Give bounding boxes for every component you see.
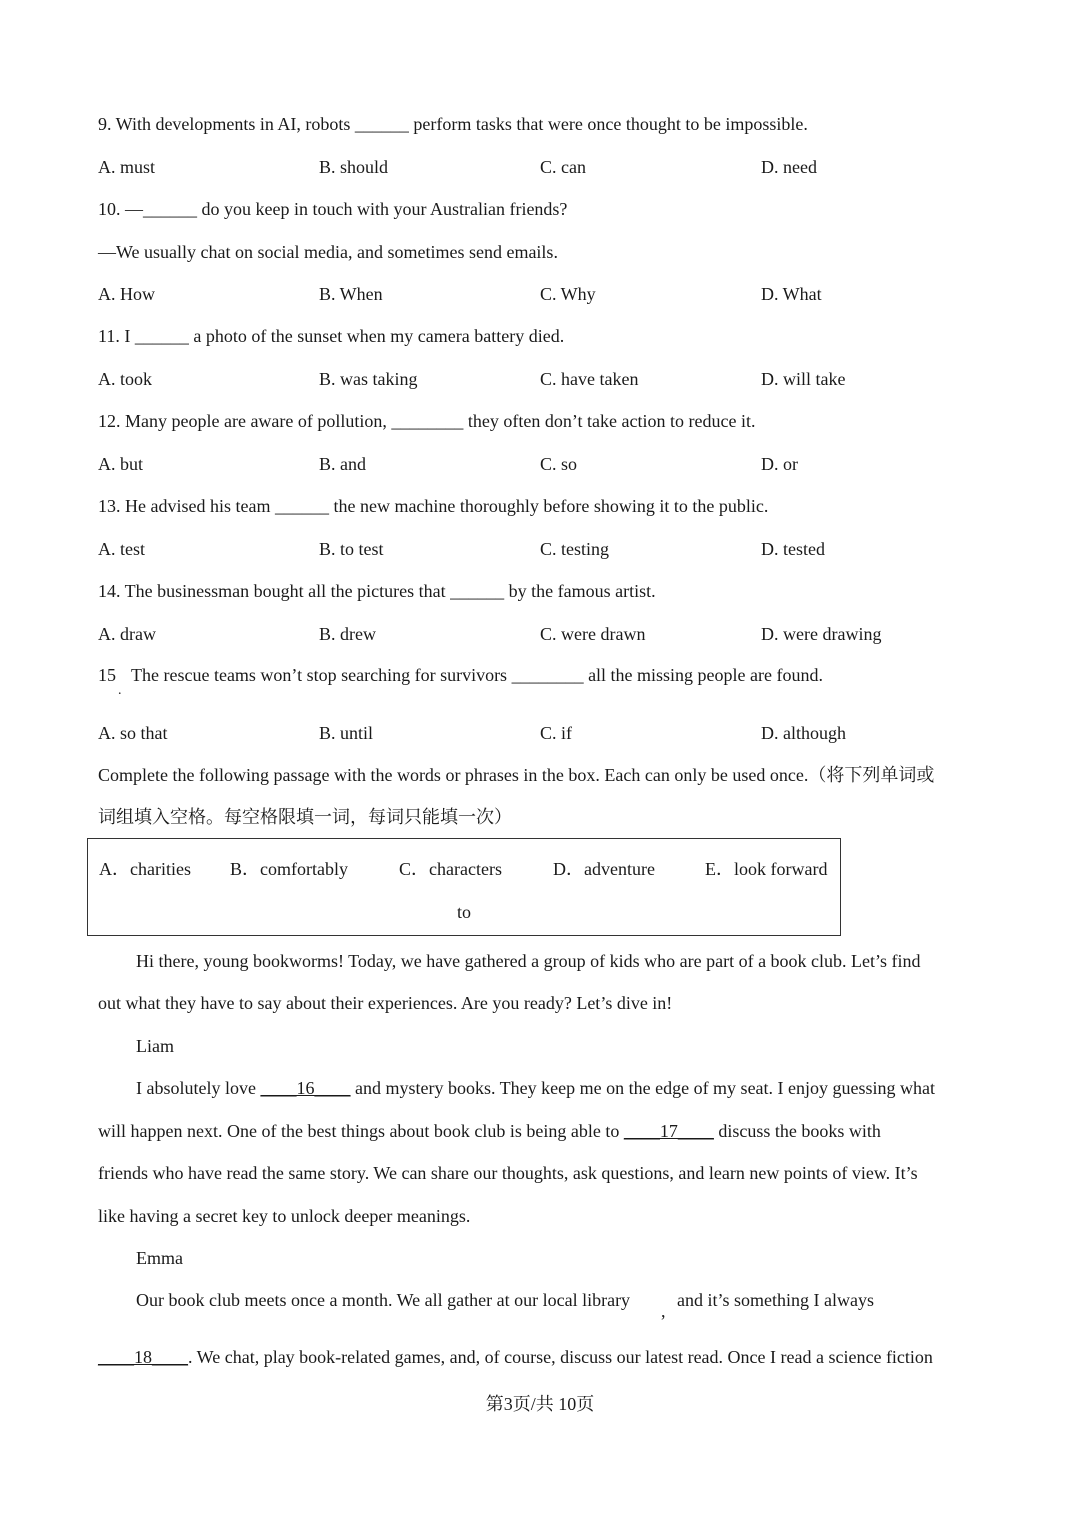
question-13-options (98, 537, 998, 561)
word-box-item-c: C．characters (399, 859, 502, 879)
liam-paragraph-line-3: friends who have read the same story. We can share our thoughts, ask questions, and learn new points of view. It’s (98, 1163, 918, 1183)
word-box-item-e-continued: to (457, 902, 472, 922)
option-b: B. should (319, 157, 389, 177)
blank-18: ____18____ (98, 1347, 188, 1367)
option-a: A. took (98, 369, 152, 389)
question-9-stem: 9. With developments in AI, robots ______ perform tasks that were once thought to be impossible. (98, 114, 808, 134)
blank-16: ____16____ (260, 1078, 351, 1098)
option-c: C. testing (540, 539, 610, 559)
question-10-response: —We usually chat on social media, and sometimes send emails. (98, 242, 558, 262)
question-14-options (98, 622, 998, 646)
option-d: D. What (761, 284, 822, 304)
page-number-footer: 第3页/共 10页 (485, 1394, 595, 1414)
option-a: A. How (98, 284, 155, 304)
option-a: A. test (98, 539, 145, 559)
question-12-stem: 12. Many people are aware of pollution, ________ they often don’t take action to reduce it. (98, 411, 756, 431)
option-c: C. Why (540, 284, 596, 304)
option-a: A. so that (98, 723, 168, 743)
word-box-item-a: A．charities (99, 859, 191, 879)
option-d: D. were drawing (761, 624, 882, 644)
word-box-item-b: B．comfortably (230, 859, 348, 879)
option-d: D. tested (761, 539, 825, 559)
option-b: B. drew (319, 624, 376, 644)
option-b: B. and (319, 454, 366, 474)
liam-paragraph-line-4: like having a secret key to unlock deeper meanings. (98, 1206, 471, 1226)
question-10-stem: 10. —______ do you keep in touch with your Australian friends? (98, 199, 568, 219)
emma-paragraph-line-1a: Our book club meets once a month. We all gather at our local library (136, 1290, 631, 1310)
text-segment: I absolutely love (136, 1078, 261, 1098)
question-15-dot: . (118, 683, 122, 698)
option-b: B. When (319, 284, 383, 304)
question-12-options (98, 452, 998, 476)
question-11-options (98, 367, 998, 391)
passage-intro-line-1: Hi there, young bookworms! Today, we have gathered a group of kids who are part of a book club. Let’s find (136, 951, 921, 971)
option-b: B. was taking (319, 369, 418, 389)
speaker-name-liam: Liam (136, 1036, 174, 1056)
emma-paragraph-line-2 (98, 1345, 933, 1369)
text-segment: will happen next. One of the best things about book club is being able to (98, 1121, 624, 1141)
word-box (87, 838, 841, 936)
text-segment: and mystery books. They keep me on the edge of my seat. I enjoy guessing what (350, 1078, 936, 1098)
option-c: C. were drawn (540, 624, 646, 644)
question-10-options (98, 282, 998, 306)
option-c: C. can (540, 157, 586, 177)
question-9-options (98, 155, 998, 179)
liam-paragraph-line-2 (98, 1119, 881, 1143)
blank-17: ____17____ (623, 1121, 714, 1141)
option-c: C. so (540, 454, 578, 474)
option-c: C. have taken (540, 369, 639, 389)
speaker-name-emma: Emma (136, 1248, 183, 1268)
question-14-stem: 14. The businessman bought all the pictures that ______ by the famous artist. (98, 581, 656, 601)
question-15-number: 15 (98, 665, 116, 685)
emma-paragraph-line-1b: and it’s something I always (677, 1290, 874, 1310)
option-a: A. draw (98, 624, 156, 644)
option-b: B. to test (319, 539, 384, 559)
instructions-line-1: Complete the following passage with the words or phrases in the box. Each can only be used once.（将下列单词或 (98, 765, 935, 785)
word-box-item-e: E．look forward (705, 859, 828, 879)
passage-intro-line-2: out what they have to say about their experiences. Are you ready? Let’s dive in! (98, 993, 673, 1013)
question-15-stem: The rescue teams won’t stop searching for survivors ________ all the missing people are found. (131, 665, 824, 685)
option-d: D. although (761, 723, 846, 743)
option-c: C. if (540, 723, 573, 743)
text-segment: discuss the books with (713, 1121, 881, 1141)
emma-comma: , (661, 1301, 666, 1321)
question-11-stem: 11. I ______ a photo of the sunset when my camera battery died. (98, 326, 565, 346)
text-segment: . We chat, play book-related games, and, of course, discuss our latest read. Once I read a science fiction (188, 1347, 933, 1367)
word-box-item-d: D．adventure (553, 859, 655, 879)
option-a: A. must (98, 157, 156, 177)
option-d: D. need (761, 157, 817, 177)
instructions-line-2: 词组填入空格。每空格限填一词，每词只能填一次） (98, 807, 512, 827)
question-15-options (98, 721, 998, 745)
liam-paragraph-line-1 (136, 1076, 935, 1100)
question-13-stem: 13. He advised his team ______ the new machine thoroughly before showing it to the public. (98, 496, 769, 516)
option-d: D. will take (761, 369, 846, 389)
option-a: A. but (98, 454, 143, 474)
option-b: B. until (319, 723, 374, 743)
option-d: D. or (761, 454, 798, 474)
